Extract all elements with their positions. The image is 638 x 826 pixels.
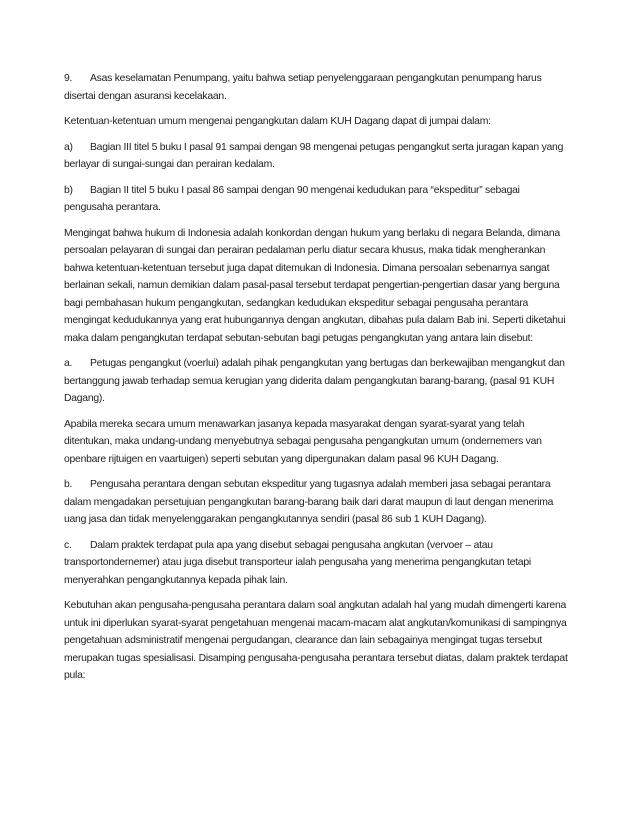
paragraph-petugas-pengangkut: [64, 355, 570, 408]
list-marker: a.: [64, 358, 73, 369]
list-marker: 9.: [64, 73, 73, 84]
list-marker: b): [64, 184, 73, 196]
paragraph-ketentuan-umum: [64, 113, 570, 131]
paragraph-text: Kebutuhan akan pengusaha-pengusaha perantara dalam soal angkutan adalah hal yang mudah dimengerti karena untuk ini diperlukan syarat-syarat pengetahuan mengenai macam-macam alat angkutan/komunikasi di sampingnya pengetahuan adsministratif mengenai pergudangan, clearance dan lain sebagainya mengingat tugas tersebut merupakan tugas spesialisasi. Disamping pengusaha-pengusaha perantara tersebut diatas, dalam praktek terdapat pula:: [64, 600, 568, 681]
paragraph-text: Dalam praktek terdapat pula apa yang disebut sebagai pengusaha angkutan (vervoer – atau transportondernemer) atau juga disebut transporteur ialah pengusaha yang menerima pengangkutan tetapi menyerahkan pengangkutannya kepada pihak lain.: [64, 539, 531, 586]
list-marker: a): [64, 141, 73, 153]
paragraph-text: Pengusaha perantara dengan sebutan ekspeditur yang tugasnya adalah memberi jasa sebagai perantara dalam mengadakan persetujuan pengangkutan barang-barang baik dari darat maupun di laut dengan menerima uang jasa dan tidak menyelenggarakan pengangkutannya sendiri (pasal 86 sub 1 KUH Dagang).: [64, 479, 554, 525]
paragraph-text: Apabila mereka secara umum menawarkan jasanya kepada masyarakat dengan syarat-syarat yang telah ditentukan, maka undang-undang menyebutnya sebagai pengusaha pengangkutan umum (ondernemers van openbare rijtuigen en vaartuigen) seperti sebutan yang dipergunakan dalam pasal 96 KUH Dagang.: [64, 418, 542, 465]
paragraph-text: Mengingat bahwa hukum di Indonesia adalah konkordan dengan hukum yang berlaku di negara Belanda, dimana persoalan pelayaran di sungai dan perairan pedalaman perlu diatur secara khusus, maka tidak mengherankan bahwa ketentuan-ketentuan tersebut juga dapat ditemukan di Indonesia. Dimana persoalan sebenarnya sangat berlainan sekali, namun demikian dalam pasal-pasal tersebut terdapat pengertian-pengertian dasar yang berguna bagi pembahasan hukum pengangkutan, sedangkan kedudukan ekspeditur sebagai pengusaha perantara mengingat kedudukannya yang erat hubungannya dengan angkutan, dibahas pula dalam Bab ini. Seperti diketahui maka dalam pengangkutan terdapat sebutan-sebutan bagi petugas pengangkutan yang antara lain disebut:: [64, 227, 566, 344]
paragraph-text: Ketentuan-ketentuan umum mengenai pengangkutan dalam KUH Dagang dapat di jumpai dalam:: [64, 116, 491, 127]
paragraph-praktek: [64, 537, 570, 590]
paragraph-text: Asas keselamatan Penumpang, yaitu bahwa setiap penyelenggaraan pengangkutan penumpang harus disertai dengan asuransi kecelakaan.: [64, 73, 542, 102]
paragraph-kebutuhan: [64, 597, 570, 685]
paragraph-mengingat: [64, 225, 570, 348]
list-marker: c.: [64, 539, 72, 551]
paragraph-pengusaha-perantara: [64, 476, 570, 529]
paragraph-apabila: [64, 416, 570, 469]
paragraph-bagian-ii: [64, 182, 570, 217]
paragraph-text: Bagian III titel 5 buku I pasal 91 sampai dengan 98 mengenai petugas pengangkut serta juragan kapan yang berlayar di sungai-sungai dan perairan kedalam.: [64, 141, 564, 170]
paragraph-text: Bagian II titel 5 buku I pasal 86 sampai dengan 90 mengenai kedudukan para “ekspeditur” sebagai pengusaha perantara.: [64, 184, 520, 213]
paragraph-asas-keselamatan: [64, 70, 570, 105]
paragraph-text: Petugas pengangkut (voerlui) adalah pihak pengangkutan yang bertugas dan berkewajiban mengangkut dan bertanggung jawab terhadap semua kerugian yang diderita dalam pengangkutan barang-barang, (pasal 91 KUH Dagang).: [64, 358, 565, 404]
paragraph-bagian-iii: [64, 139, 570, 174]
list-marker: b.: [64, 479, 73, 490]
